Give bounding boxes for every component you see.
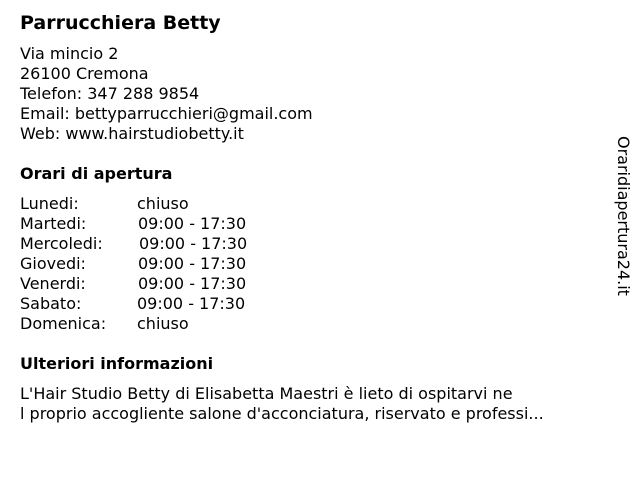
phone-line: Telefon: 347 288 9854: [20, 84, 200, 103]
hours-day: Giovedi:: [20, 254, 86, 273]
hours-row-monday: [20, 194, 320, 214]
hours-time: 09:00 - 17:30: [138, 274, 247, 293]
hours-day: Sabato:: [20, 294, 82, 313]
hours-row-saturday: [20, 294, 320, 314]
hours-time: chiuso: [137, 314, 189, 333]
hours-day: Venerdi:: [20, 274, 86, 293]
hours-day: Martedi:: [20, 214, 87, 233]
hours-row-friday: [20, 274, 320, 294]
address-block: [20, 44, 313, 144]
hours-time: 09:00 - 17:30: [138, 254, 247, 273]
hours-day: Lunedi:: [20, 194, 79, 213]
hours-row-tuesday: [20, 214, 320, 234]
postal-city: 26100 Cremona: [20, 64, 149, 83]
hours-time: chiuso: [137, 194, 189, 213]
hours-row-sunday: [20, 314, 320, 334]
hours-day: Domenica:: [20, 314, 107, 333]
business-name: Parrucchiera Betty: [20, 12, 221, 34]
info-line: L'Hair Studio Betty di Elisabetta Maestri è lieto di ospitarvi ne: [20, 384, 513, 403]
opening-hours-heading: Orari di apertura: [20, 164, 173, 183]
more-info-heading: Ulteriori informazioni: [20, 354, 214, 373]
opening-hours-table: [20, 194, 320, 334]
hours-time: 09:00 - 17:30: [139, 234, 248, 253]
site-watermark-text: Oraridiapertura24.it: [614, 136, 633, 296]
info-line: l proprio accogliente salone d'acconciatura, riservato e professi...: [20, 404, 544, 423]
hours-time: 09:00 - 17:30: [137, 294, 246, 313]
hours-day: Mercoledi:: [20, 234, 103, 253]
email-line: Email: bettyparrucchieri@gmail.com: [20, 104, 313, 123]
hours-row-wednesday: [20, 234, 320, 254]
web-line: Web: www.hairstudiobetty.it: [20, 124, 244, 143]
hours-time: 09:00 - 17:30: [138, 214, 247, 233]
hours-row-thursday: [20, 254, 320, 274]
more-info-text: [20, 384, 600, 424]
street-address: Via mincio 2: [20, 44, 119, 63]
